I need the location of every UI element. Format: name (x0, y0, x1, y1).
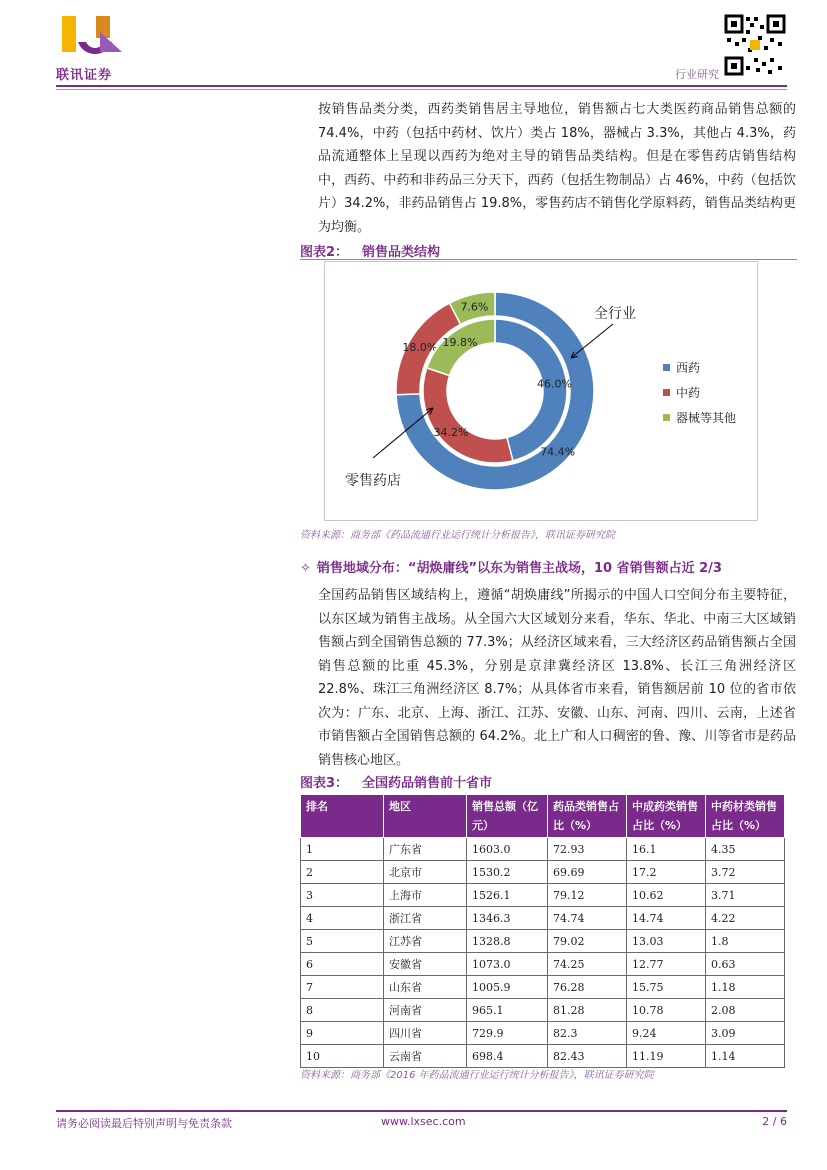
header-region: 地区 (384, 795, 467, 838)
company-logo (56, 12, 136, 82)
outer-ring-label-0: 74.4% (540, 445, 576, 459)
figure3-title-text: 全国药品销售前十省市 (362, 776, 493, 791)
cell-cpm-share: 13.03 (627, 930, 706, 953)
header-sales-total: 销售总额（亿元） (467, 795, 548, 838)
legend-swatch-0 (663, 364, 670, 371)
header-divider-thin (56, 89, 787, 90)
header-category-label: 行业研究 (675, 68, 719, 81)
cell-region: 四川省 (384, 1022, 467, 1045)
cell-rank: 2 (301, 861, 384, 884)
cell-rank: 10 (301, 1045, 384, 1068)
cell-sales-total: 698.4 (467, 1045, 548, 1068)
cell-herb-share: 3.71 (706, 884, 785, 907)
cell-herb-share: 1.8 (706, 930, 785, 953)
cell-drug-share: 82.43 (548, 1045, 627, 1068)
cell-region: 安徽省 (384, 953, 467, 976)
cell-cpm-share: 9.24 (627, 1022, 706, 1045)
qr-code-icon (724, 14, 786, 76)
cell-herb-share: 4.22 (706, 907, 785, 930)
cell-cpm-share: 17.2 (627, 861, 706, 884)
cell-herb-share: 1.14 (706, 1045, 785, 1068)
cell-cpm-share: 15.75 (627, 976, 706, 999)
table-row (301, 1045, 785, 1068)
top10-provinces-table (300, 794, 785, 1068)
cell-region: 上海市 (384, 884, 467, 907)
figure2-number: 图表2： (300, 245, 349, 260)
cell-herb-share: 1.18 (706, 976, 785, 999)
annotation-industry: 全行业 (594, 306, 636, 322)
section-heading-text: 销售地域分布：“胡焕庸线”以东为销售主战场，10 省销售额占近 2/3 (316, 561, 722, 576)
cell-rank: 1 (301, 838, 384, 861)
table-row (301, 1022, 785, 1045)
header-drug-share: 药品类销售占比（%） (548, 795, 627, 838)
region-paragraph: 全国药品销售区域结构上，遵循“胡焕庸线”所揭示的中国人口空间分布主要特征，以东区域为销售主战场。从全国六大区域划分来看，华东、华北、中南三大区域销售额占到全国销售总额的 77.3%；从经济区域来看，三大经济区药品销售额占全国销售总额的比重 45.3%，分别是京津冀经济区 13.8%、长江三角洲经济区 22.8%、珠江三角洲经济区 8.7%；从具体省市来看，销售额居前 10 位的省市依次为：广东、北京、上海、浙江、江苏、安徽、山东、河南、四川、云南，上述省市销售额占全国销售总额的 64.2%。北上广和人口稠密的鲁、豫、川等省市是药品销售核心地区。 (318, 588, 796, 768)
cell-sales-total: 1328.8 (467, 930, 548, 953)
inner-ring-label-2: 19.8% (442, 336, 478, 350)
sales-category-chart (324, 261, 758, 521)
figure2-title (300, 241, 440, 260)
cell-drug-share: 79.02 (548, 930, 627, 953)
cell-sales-total: 1005.9 (467, 976, 548, 999)
cell-rank: 9 (301, 1022, 384, 1045)
figure2-title-rule (300, 259, 797, 260)
intro-paragraph: 按销售品类分类，西药类销售居主导地位，销售额占七大类医药商品销售总额的 74.4%，中药（包括中药材、饮片）类占 18%，器械占 3.3%，其他占 4.3%，药品流通整体上呈现以西药为绝对主导的销售品类结构。但是在零售药店销售结构中，西药、中药和非药品三分天下，西药（包括生物制品）占 46%，中药（包括饮片）34.2%，非药品销售占 19.8%，零售药店不销售化学原料药，销售品类结构更为均衡。 (318, 102, 796, 235)
cell-herb-share: 3.09 (706, 1022, 785, 1045)
cell-drug-share: 81.28 (548, 999, 627, 1022)
legend-label-0: 西药 (676, 361, 701, 375)
cell-sales-total: 1346.3 (467, 907, 548, 930)
cell-region: 云南省 (384, 1045, 467, 1068)
cell-drug-share: 74.74 (548, 907, 627, 930)
cell-rank: 3 (301, 884, 384, 907)
cell-rank: 4 (301, 907, 384, 930)
table-row (301, 838, 785, 861)
table-row (301, 976, 785, 999)
table-row (301, 999, 785, 1022)
table-row (301, 884, 785, 907)
figure2-source: 资料来源：商务部《药品流通行业运行统计分析报告》，联讯证券研究院 (300, 530, 615, 541)
table-header-row (301, 795, 785, 838)
donut-chart-svg (325, 262, 757, 520)
legend-swatch-1 (663, 389, 670, 396)
cell-cpm-share: 16.1 (627, 838, 706, 861)
cell-herb-share: 2.08 (706, 999, 785, 1022)
cell-herb-share: 4.35 (706, 838, 785, 861)
table-row (301, 907, 785, 930)
cell-drug-share: 69.69 (548, 861, 627, 884)
cell-sales-total: 1530.2 (467, 861, 548, 884)
cell-region: 河南省 (384, 999, 467, 1022)
cell-cpm-share: 14.74 (627, 907, 706, 930)
header-cpm-share: 中成药类销售占比（%） (627, 795, 706, 838)
figure2-title-text: 销售品类结构 (362, 245, 441, 260)
cell-cpm-share: 10.78 (627, 999, 706, 1022)
cell-herb-share: 3.72 (706, 861, 785, 884)
cell-rank: 8 (301, 999, 384, 1022)
cell-rank: 7 (301, 976, 384, 999)
cell-region: 山东省 (384, 976, 467, 999)
cell-sales-total: 965.1 (467, 999, 548, 1022)
section-heading (300, 557, 722, 576)
cell-drug-share: 79.12 (548, 884, 627, 907)
cell-drug-share: 74.25 (548, 953, 627, 976)
cell-cpm-share: 10.62 (627, 884, 706, 907)
footer-website-link[interactable]: www.lxsec.com (381, 1115, 466, 1128)
outer-ring-label-1: 18.0% (402, 341, 438, 355)
figure3-source: 资料来源：商务部《2016 年药品流通行业运行统计分析报告》，联讯证券研究院 (300, 1070, 654, 1081)
cell-sales-total: 1603.0 (467, 838, 548, 861)
table-row (301, 930, 785, 953)
cell-rank: 6 (301, 953, 384, 976)
figure3-number: 图表3： (300, 776, 349, 791)
inner-ring-label-0: 46.0% (537, 377, 573, 391)
header-herb-share: 中药材类销售占比（%） (706, 795, 785, 838)
cell-region: 浙江省 (384, 907, 467, 930)
cell-cpm-share: 12.77 (627, 953, 706, 976)
cell-sales-total: 729.9 (467, 1022, 548, 1045)
footer-divider (56, 1110, 787, 1112)
logo-text: 联讯证券 (56, 68, 113, 83)
annotation-retail: 零售药店 (345, 473, 401, 489)
cell-drug-share: 76.28 (548, 976, 627, 999)
outer-ring-label-2: 7.6% (460, 300, 489, 314)
cell-rank: 5 (301, 930, 384, 953)
footer-page-number: 2 / 6 (762, 1115, 787, 1128)
cell-sales-total: 1526.1 (467, 884, 548, 907)
cell-region: 北京市 (384, 861, 467, 884)
cell-drug-share: 72.93 (548, 838, 627, 861)
header-divider (56, 85, 787, 87)
legend-label-2: 器械等其他 (676, 411, 737, 425)
legend-swatch-2 (663, 414, 670, 421)
cell-cpm-share: 11.19 (627, 1045, 706, 1068)
table-row (301, 861, 785, 884)
footer-disclaimer: 请务必阅读最后特别声明与免责条款 (56, 1117, 232, 1130)
header-rank: 排名 (301, 795, 384, 838)
cell-region: 江苏省 (384, 930, 467, 953)
figure3-title (300, 772, 492, 791)
inner-ring-label-1: 34.2% (433, 425, 469, 439)
legend-label-1: 中药 (676, 386, 701, 400)
logo-mark (56, 12, 126, 62)
diamond-bullet-icon: ✧ (300, 561, 311, 576)
cell-herb-share: 0.63 (706, 953, 785, 976)
cell-region: 广东省 (384, 838, 467, 861)
cell-sales-total: 1073.0 (467, 953, 548, 976)
table-row (301, 953, 785, 976)
cell-drug-share: 82.3 (548, 1022, 627, 1045)
